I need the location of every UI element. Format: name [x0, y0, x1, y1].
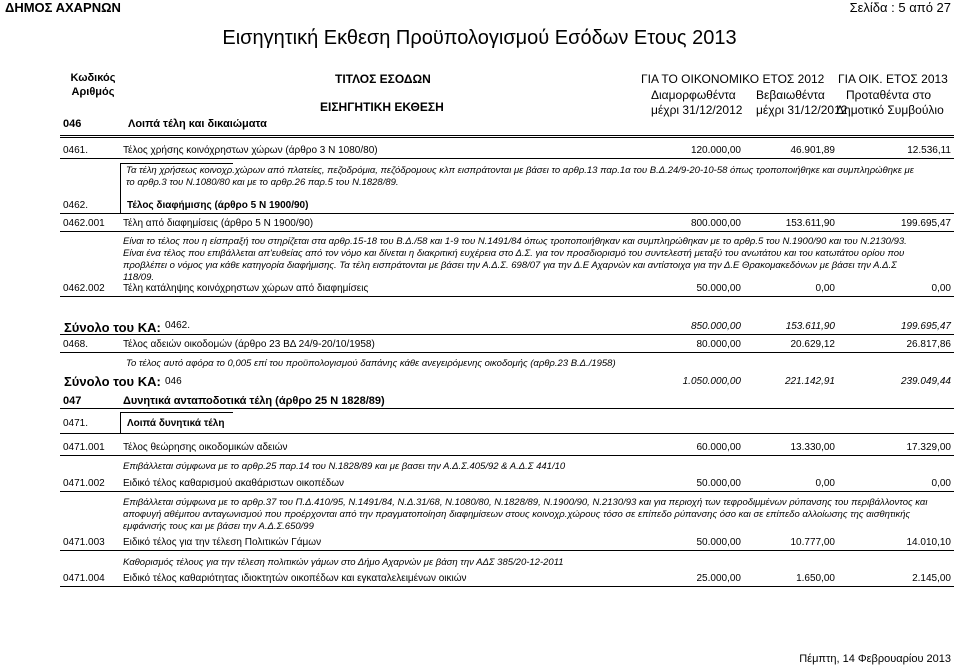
row-code: 0462.002: [63, 283, 105, 294]
total-label: Σύνολο του ΚΑ:: [64, 320, 161, 335]
row-shaped-value: 80.000,00: [696, 339, 741, 350]
row-code: 0471.001: [63, 442, 105, 453]
row-divider: [60, 408, 954, 409]
row-title: Ειδικό τέλος καθαρισμού ακαθάριστων οικοπέδων: [123, 478, 345, 489]
row-divider: [60, 491, 954, 492]
row-title: Ειδικό τέλος καθαριότητας ιδιοκτητών οικοπέδων και εγκαταλελειμένων οικιών: [123, 573, 467, 584]
row-title: Τέλη κατάληψης κοινόχρηστων χώρων από διαφημίσεις: [123, 283, 369, 294]
col-shaped-date: μέχρι 31/12/2012: [651, 103, 743, 117]
total-shaped-value: 850.000,00: [690, 321, 741, 332]
total-label: Σύνολο του ΚΑ:: [64, 374, 161, 389]
row-proposed-value: 0,00: [931, 478, 951, 489]
total-proposed-value: 239.049,44: [900, 376, 951, 387]
row-shaped-value: 50.000,00: [696, 283, 741, 294]
total-confirmed-value: 221.142,91: [784, 376, 835, 387]
row-title: Ειδικό τέλος για την τέλεση Πολιτικών Γάμων: [123, 537, 322, 548]
total-code: 0462.: [165, 320, 191, 331]
row-title: Τέλος χρήσης κοινόχρηστων χώρων (άρθρο 3 Ν 1080/80): [123, 145, 378, 156]
row-proposed-value: 14.010,10: [906, 537, 951, 548]
row-title: Τέλος αδειών οικοδομών (άρθρο 23 ΒΔ 24/9-20/10/1958): [123, 339, 375, 350]
row-confirmed-value: 13.330,00: [790, 442, 835, 453]
total-confirmed-value: 153.611,90: [785, 321, 835, 332]
col-number-label: Αριθμός: [71, 86, 115, 98]
row-confirmed-value: 0,00: [815, 478, 835, 489]
report-title: Εισηγητική Εκθεση Προϋπολογισμού Εσόδων Ετους 2013: [222, 27, 737, 49]
section-code: 046: [63, 118, 82, 130]
col-code-label: Κωδικός: [70, 72, 116, 84]
col-report-label: ΕΙΣΗΓΗΤΙΚΗ ΕΚΘΕΣΗ: [320, 100, 444, 114]
row-code: 0471.002: [63, 478, 105, 489]
row-proposed-value: 2.145,00: [912, 573, 951, 584]
row-shaped-value: 60.000,00: [696, 442, 741, 453]
row-description: Καθορισμός τέλους για την τέλεση πολιτικών γάμων στο Δήμο Αχαρνών με βάση την ΑΔΣ 385/20-12-2011: [123, 557, 564, 568]
row-title: Λοιπά δυνητικά τέλη: [127, 418, 225, 429]
row-confirmed-value: 1.650,00: [796, 573, 835, 584]
col-group-2013: ΓΙΑ ΟΙΚ. ΕΤΟΣ 2013: [838, 72, 948, 86]
row-confirmed-value: 10.777,00: [790, 537, 835, 548]
row-code: 0462.: [63, 200, 89, 211]
row-proposed-value: 0,00: [931, 283, 951, 294]
row-confirmed-value: 153.611,90: [785, 218, 835, 229]
col-confirmed-label: Βεβαιωθέντα: [756, 88, 825, 102]
footer-date: Πέμπτη, 14 Φεβρουαρίου 2013: [799, 653, 951, 665]
total-shaped-value: 1.050.000,00: [682, 376, 741, 387]
col-proposed-label: Προταθέντα στο: [846, 88, 932, 102]
row-divider: [60, 455, 954, 456]
row-divider: [60, 334, 954, 335]
total-code: 046: [165, 376, 182, 387]
row-code: 0471.003: [63, 537, 105, 548]
row-description: Επιβάλλεται σύμφωνα με το αρθρ.25 παρ.14 του Ν.1828/89 και με βασει την Α.Δ.Σ.405/92 & Α.Δ.Σ 441/10: [123, 461, 566, 472]
row-divider: [60, 213, 954, 214]
row-title: Τέλος θεώρησης οικοδομικών αδειών: [123, 442, 288, 453]
page-number: Σελίδα : 5 από 27: [849, 0, 951, 15]
group-code: 047: [63, 395, 82, 407]
row-description: Τα τέλη χρήσεως κοινοχρ.χώρων από πλατείες, πεζοδρόμια, πεζόδρομους κλπ εισπράτονται με βάσει το αρθρ.13 παρ.1α του Β.Δ.24/9-20-10-58 όπως τροποποιήθηκε και συμπληρώθηκε με το αρθρ.3 του Ν.1080/80 και με το αρθρ.26 παρ.5 του Ν.1828/89.: [126, 165, 914, 188]
row-proposed-value: 12.536,11: [907, 145, 951, 156]
row-code: 0462.001: [63, 218, 105, 229]
col-group-2012: ΓΙΑ ΤΟ ΟΙΚΟΝΟΜΙΚΟ ΕΤΟΣ 2012: [641, 72, 825, 86]
row-description: Είναι το τέλος που η είσπραξή του στηρίζεται στα αρθρ.15-18 του Β.Δ./58 και 1-9 του Ν.1491/84 όπως τροποποιήθηκαν και συμπληρώθηκαν με το αρθρ.5 του Ν.1900/90 και του Ν.2130/93. Είναι ένα τέλος που επιβάλλεται απ'ευθείας από τον νόμο και δίνεται η διακριτική ευχέρεια στο Δ.Σ. για τον προσδιορισμό του συντελεστή μεταξύ του ανωτάτου και του κατωτάτου ορίου που προβλέπει ο νόμος για κάθε κατηγορία διαφήμισης. Τα τέλη εισπράτονται με βάσει την Α.Δ.Σ. 698/07 για την Δ.Ε Αχαρνών και αντίστοιχα για την Δ.Ε Θρακομακεδόνων με βάσει την Α.Δ.Σ 118/09.: [123, 236, 907, 283]
group-title: Δυνητικά ανταποδοτικά τέλη (άρθρο 25 Ν 1828/89): [123, 395, 385, 407]
row-divider: [60, 158, 954, 159]
row-shaped-value: 50.000,00: [696, 537, 741, 548]
row-shaped-value: 120.000,00: [690, 145, 741, 156]
row-confirmed-value: 46.901,89: [790, 145, 835, 156]
row-title: Τέλη από διαφημίσεις (άρθρο 5 Ν 1900/90): [123, 218, 314, 229]
row-code: 0471.: [63, 418, 89, 429]
row-proposed-value: 199.695,47: [900, 218, 951, 229]
row-divider: [60, 231, 954, 232]
row-proposed-value: 26.817,86: [906, 339, 951, 350]
row-description: Επιβάλλεται σύμφωνα με το αρθρ.37 του Π.Δ.410/95, Ν.1491/84, Ν.Δ.31/68, Ν.1080/80, Ν.1828/89, Ν.1900/90, Ν.2130/93 και για περιοχή των τεφροδιμμένων ρύπανσης του περιβάλλοντος και αποφυγή αθέμιτου ανταγωνισμού που προέρχονται από την πραγματοποίηση διαφημίσεων στους κοινοχρ.χώρους τόσο σε επίπεδο ρύπανσης όσο και σε επίπεδο αλλοίωσης της αισθητικής εμφάνισής τους και με βάσει την Α.Δ.Σ.650/99: [123, 497, 928, 532]
col-title-label: ΤΙΤΛΟΣ ΕΣΟΔΩΝ: [335, 72, 431, 86]
col-shaped-label: Διαμορφωθέντα: [651, 88, 736, 102]
header-divider: [60, 135, 954, 138]
total-proposed-value: 199.695,47: [900, 321, 951, 332]
row-proposed-value: 17.329,00: [906, 442, 951, 453]
row-confirmed-value: 0,00: [815, 283, 835, 294]
row-divider: [60, 433, 954, 434]
row-code: 0468.: [63, 339, 89, 350]
row-confirmed-value: 20.629,12: [790, 339, 835, 350]
row-description: Το τέλος αυτό αφόρα το 0,005 επί του προϋπολογισμού δαπάνης κάθε ανεγειρόμενης οικοδομής (αρθρ.23 Β.Δ./1958): [126, 358, 616, 369]
row-code: 0461.: [63, 145, 89, 156]
section-label: Λοιπά τέλη και δικαιώματα: [128, 118, 267, 130]
row-divider: [60, 296, 954, 297]
row-divider: [60, 352, 954, 353]
org-name: ΔΗΜΟΣ ΑΧΑΡΝΩΝ: [5, 0, 121, 15]
row-divider: [60, 550, 954, 551]
row-shaped-value: 50.000,00: [696, 478, 741, 489]
col-confirmed-date: μέχρι 31/12/2012: [756, 103, 848, 117]
row-shaped-value: 25.000,00: [696, 573, 741, 584]
row-code: 0471.004: [63, 573, 105, 584]
col-proposed-council: Δημοτικό Συμβούλιο: [836, 103, 944, 117]
row-shaped-value: 800.000,00: [690, 218, 741, 229]
row-divider: [60, 586, 954, 587]
row-title: Τέλος διαφήμισης (άρθρο 5 Ν 1900/90): [127, 200, 309, 211]
